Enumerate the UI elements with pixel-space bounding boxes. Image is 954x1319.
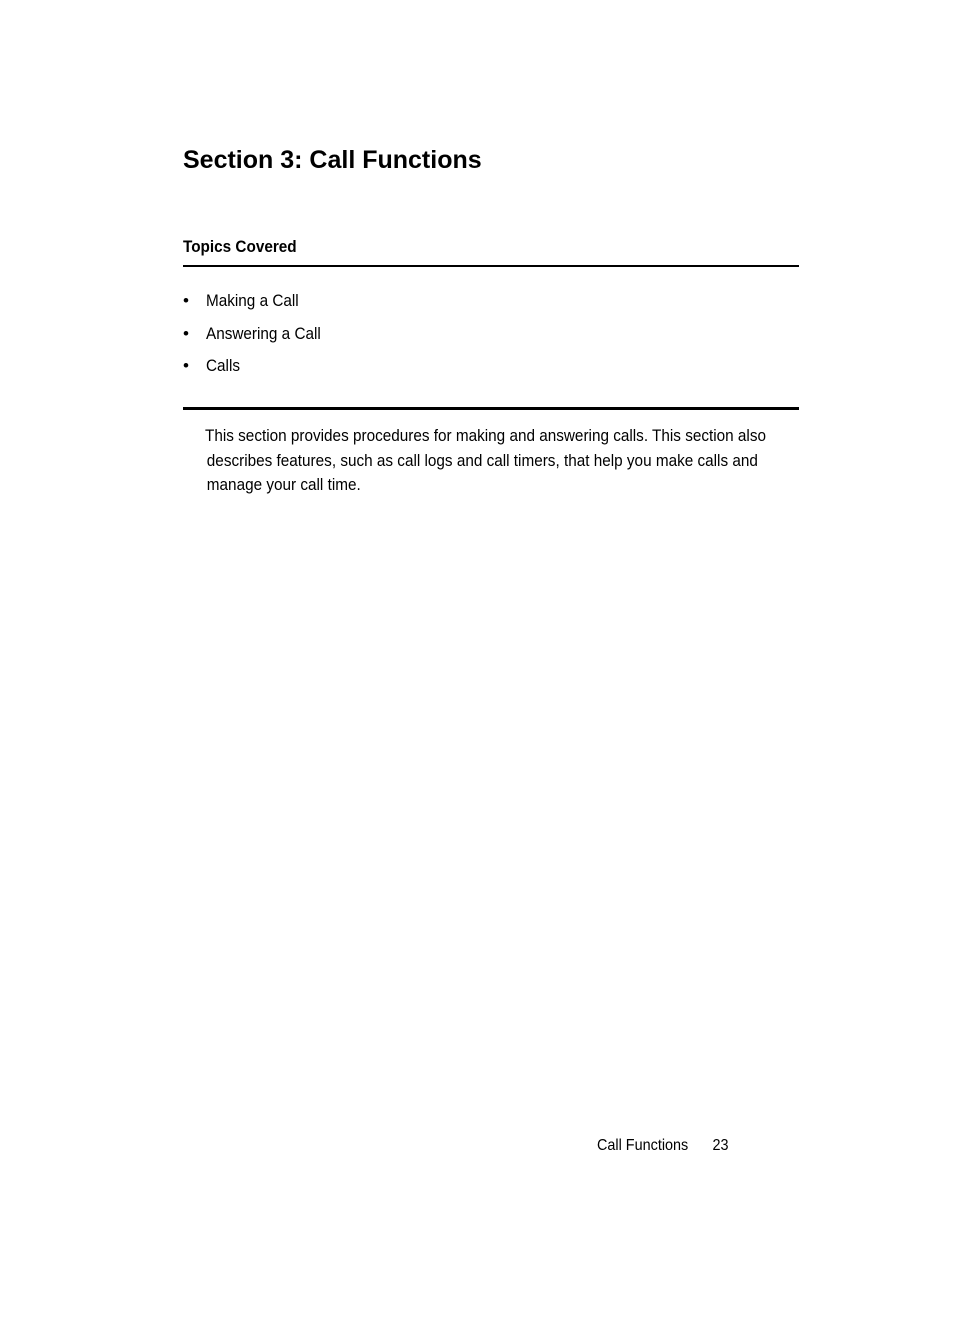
topic-link-answering-a-call[interactable]: Answering a Call xyxy=(206,323,321,343)
topics-heading: Topics Covered xyxy=(183,237,297,256)
intro-paragraph xyxy=(205,424,799,498)
topics-top-divider xyxy=(183,265,799,267)
topic-link-making-a-call[interactable]: Making a Call xyxy=(206,291,299,310)
footer-chapter-title: Call Functions xyxy=(597,1137,689,1154)
intro-line: This section provides procedures for making and answering calls. This section also xyxy=(205,426,766,445)
page-footer xyxy=(597,1135,729,1157)
page-title: Section 3: Call Functions xyxy=(183,146,482,174)
bullet-icon: • xyxy=(183,323,189,343)
footer-page-number: 23 xyxy=(712,1137,729,1154)
topics-bottom-divider xyxy=(183,407,799,410)
bullet-icon: • xyxy=(183,291,189,310)
intro-line: manage your call time. xyxy=(206,475,361,494)
topic-link-calls[interactable]: Calls xyxy=(206,356,241,375)
intro-line: describes features, such as call logs and call timers, that help you make calls and xyxy=(206,450,758,470)
bullet-icon: • xyxy=(183,356,189,375)
